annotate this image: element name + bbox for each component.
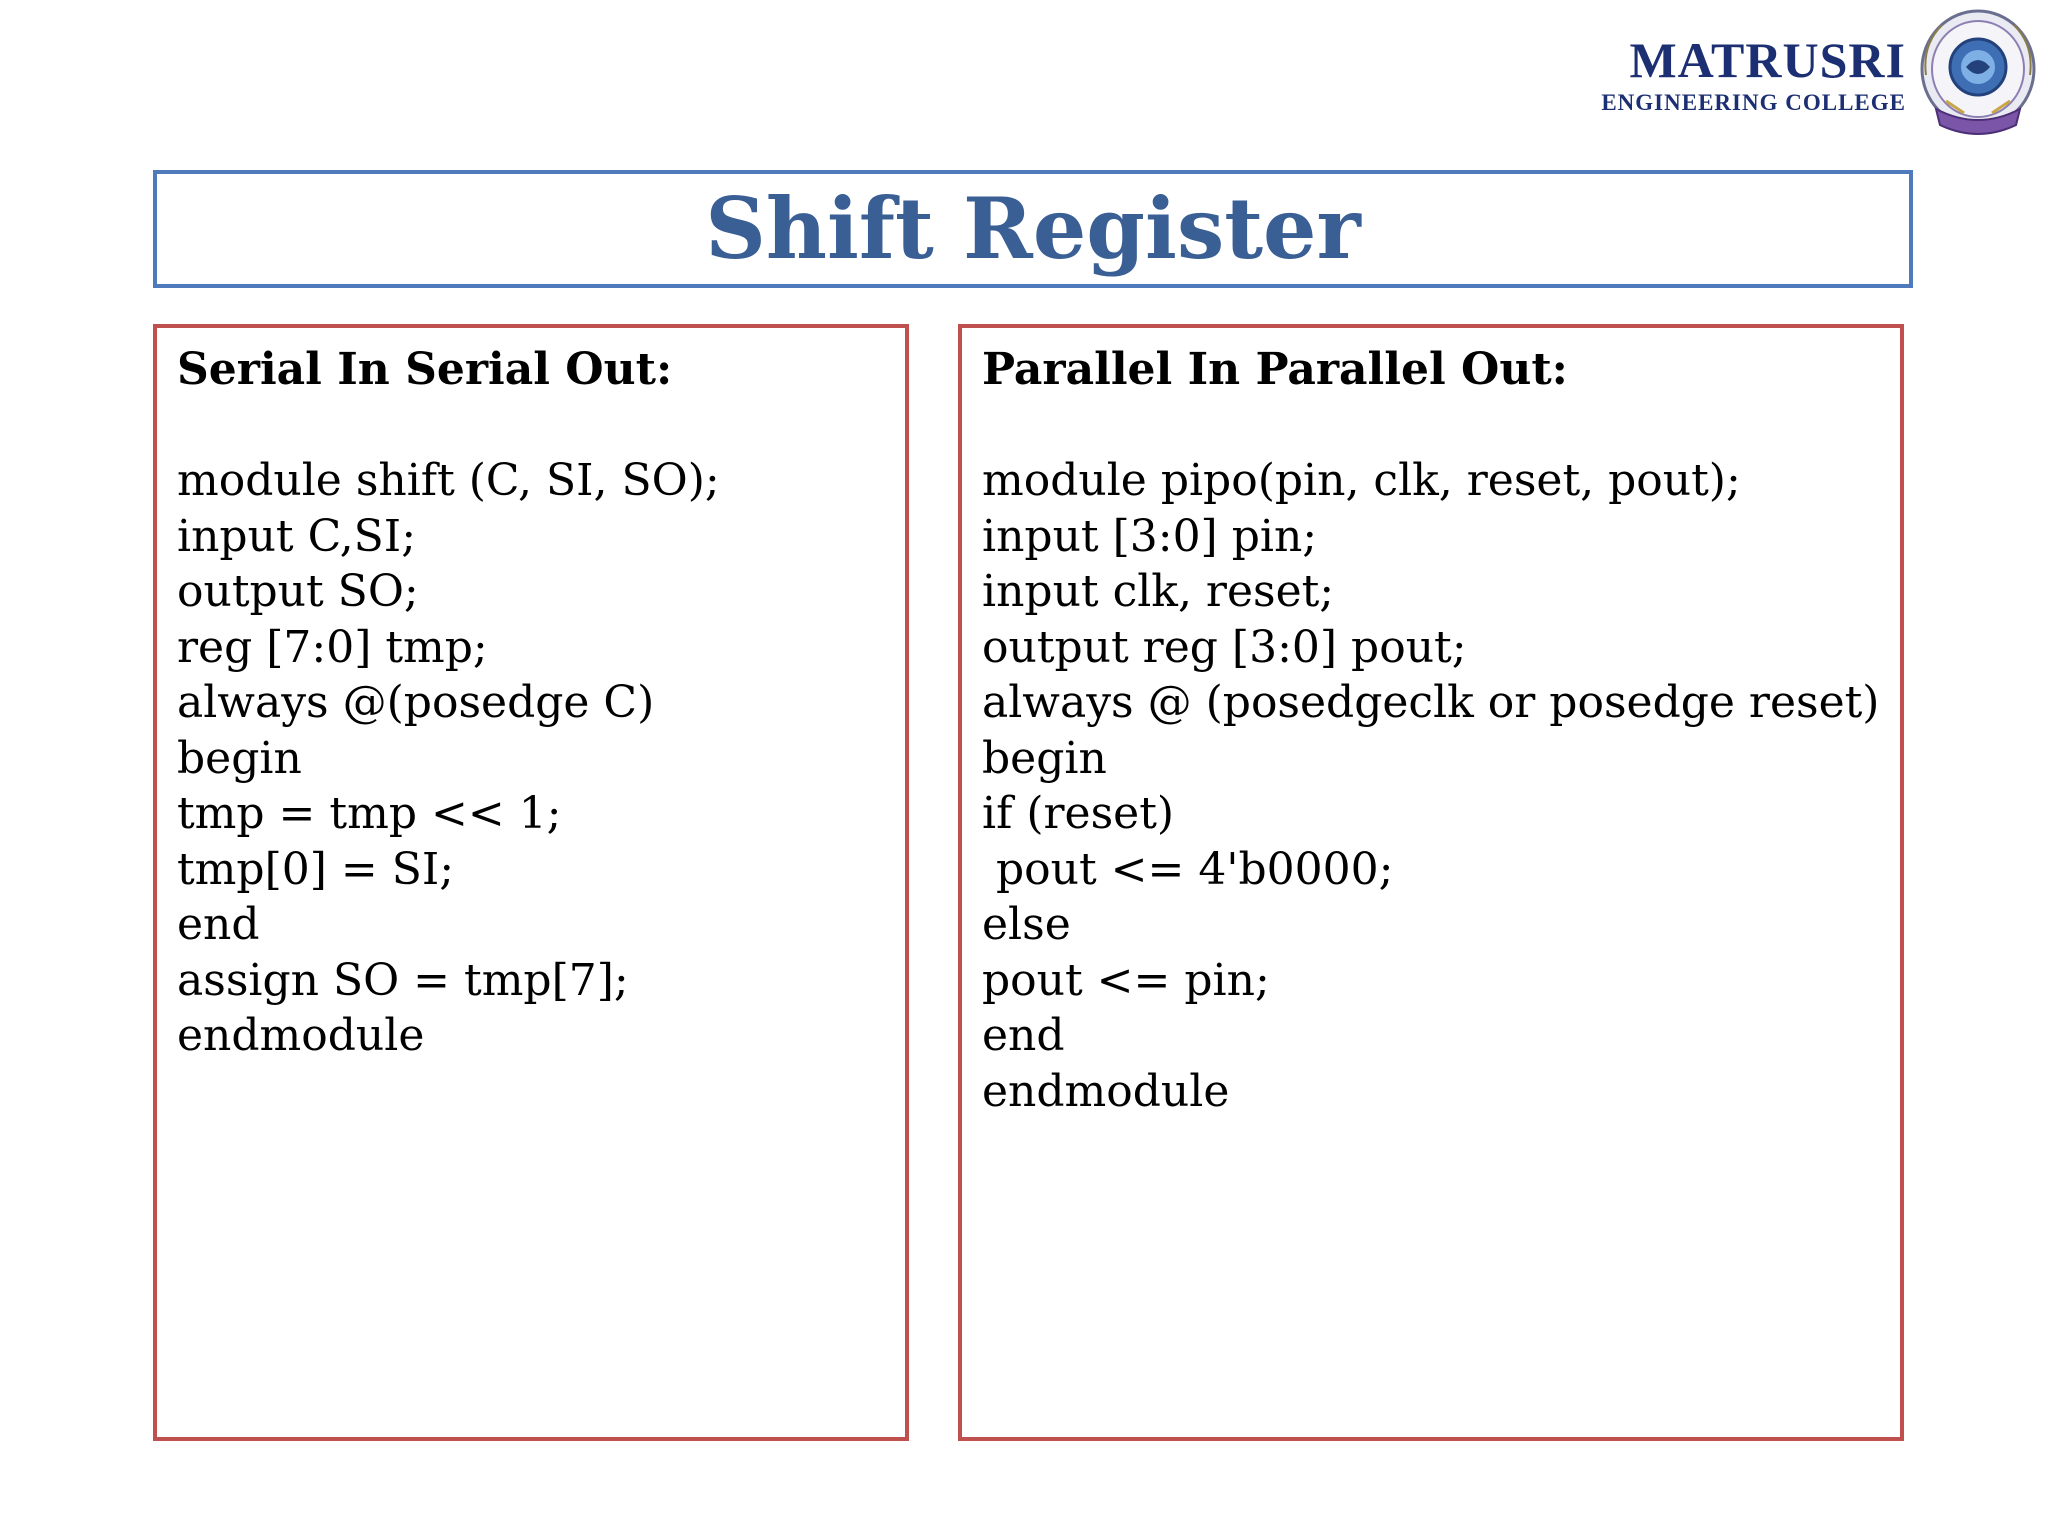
siso-panel bbox=[153, 324, 909, 1441]
code-line: input clk, reset; bbox=[982, 566, 1335, 617]
pipo-panel bbox=[958, 324, 1904, 1441]
siso-heading: Serial In Serial Out: bbox=[177, 344, 673, 395]
code-line: end bbox=[982, 1010, 1065, 1061]
code-line: input [3:0] pin; bbox=[982, 510, 1318, 562]
code-line: input C,SI; bbox=[177, 510, 417, 562]
siso-code bbox=[177, 453, 885, 1064]
title-box bbox=[153, 170, 1913, 288]
code-line: module shift (C, SI, SO); bbox=[177, 455, 720, 506]
code-line: assign SO = tmp[7]; bbox=[177, 954, 629, 1006]
code-line: output reg [3:0] pout; bbox=[982, 621, 1467, 673]
code-line: pout <= pin; bbox=[982, 954, 1270, 1006]
brand-text bbox=[1601, 32, 1906, 118]
code-line: begin bbox=[177, 732, 302, 784]
code-line: module pipo(pin, clk, reset, pout); bbox=[982, 455, 1741, 506]
code-line: if (reset) bbox=[982, 788, 1175, 839]
code-line: endmodule bbox=[982, 1065, 1230, 1117]
code-line: else bbox=[982, 899, 1071, 950]
code-line: begin bbox=[982, 732, 1107, 784]
code-line: always @(posedge C) bbox=[177, 677, 655, 728]
code-line: endmodule bbox=[177, 1010, 425, 1061]
code-line: reg [7:0] tmp; bbox=[177, 621, 488, 673]
code-line: always @ (posedgeclk or posedge reset) bbox=[982, 677, 1880, 728]
code-line: output SO; bbox=[177, 566, 419, 617]
pipo-code bbox=[982, 453, 1880, 1119]
brand-name: MATRUSRI bbox=[1629, 32, 1906, 88]
slide-title: Shift Register bbox=[705, 179, 1361, 278]
code-line: end bbox=[177, 899, 260, 950]
code-line: tmp[0] = SI; bbox=[177, 843, 455, 895]
brand-subtitle: ENGINEERING COLLEGE bbox=[1601, 90, 1906, 115]
college-brand bbox=[1601, 0, 2040, 150]
code-line: tmp = tmp << 1; bbox=[177, 788, 562, 839]
college-logo-icon bbox=[1916, 5, 2040, 145]
pipo-heading: Parallel In Parallel Out: bbox=[982, 344, 1568, 395]
code-line: pout <= 4'b0000; bbox=[982, 843, 1394, 895]
